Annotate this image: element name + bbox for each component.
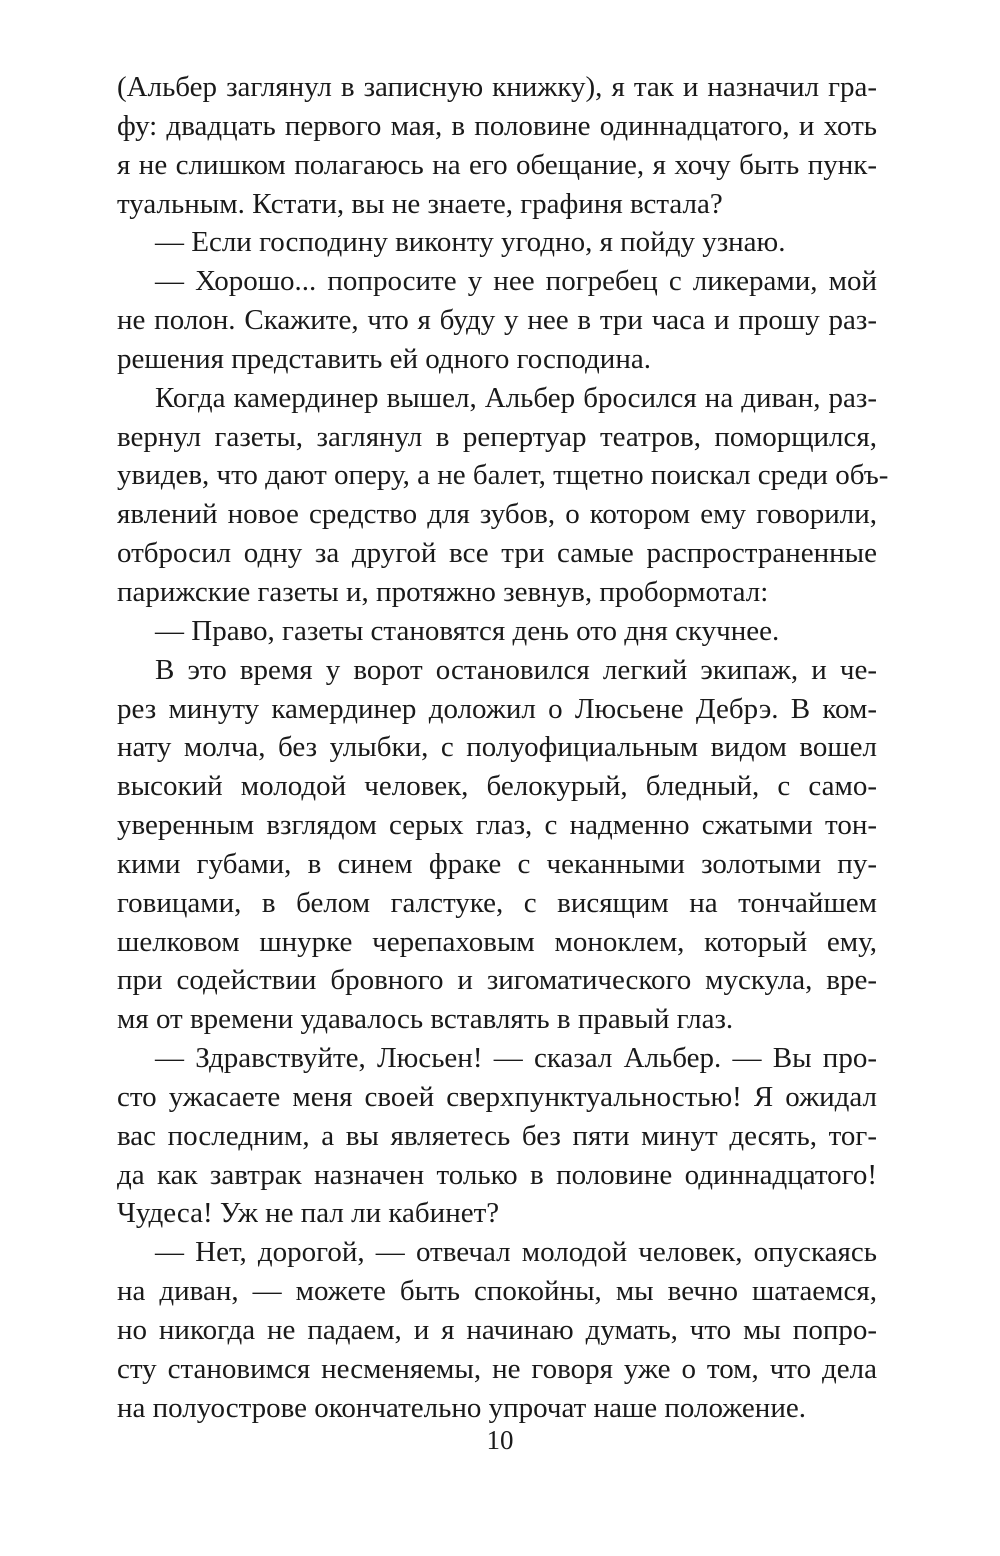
text-line: да как завтрак назначен только в половине одиннадцатого! — [117, 1158, 877, 1191]
text-line: при содействии бровного и зигоматического мускула, вре- — [117, 964, 877, 997]
text-line: высокий молодой человек, белокурый, бледный, с само- — [117, 770, 877, 803]
text-line: рез минуту камердинер доложил о Люсьене Дебрэ. В ком- — [117, 692, 877, 725]
text-line: говицами, в белом галстуке, с висящим на тончайшем — [117, 886, 877, 919]
text-line: парижские газеты и, протяжно зевнув, пробормотал: — [117, 575, 769, 608]
text-line: Чудеса! Уж не пал ли кабинет? — [117, 1197, 500, 1230]
text-line: вернул газеты, заглянул в репертуар театров, поморщился, — [117, 420, 877, 453]
text-line: сто ужасаете меня своей сверхпунктуальностью! Я ожидал — [117, 1080, 877, 1113]
text-line: В это время у ворот остановился легкий экипаж, и че- — [155, 653, 877, 686]
text-line: нату молча, без улыбки, с полуофициальным видом вошел — [117, 731, 877, 764]
text-line: я не слишком полагаюсь на его обещание, я хочу быть пунк- — [117, 148, 877, 181]
text-line: сту становимся несменяемы, не говоря уже о том, что дела — [117, 1352, 877, 1385]
text-line: мя от времени удавалось вставлять в правый глаз. — [117, 1003, 734, 1036]
text-line: Когда камердинер вышел, Альбер бросился на диван, раз- — [155, 381, 877, 414]
text-line: но никогда не падаем, и я начинаю думать, что мы попро- — [117, 1314, 877, 1346]
text-line: — Хорошо... попросите у нее погребец с ликерами, мой — [155, 265, 877, 298]
text-line: кими губами, в синем фраке с чеканными золотыми пу- — [117, 847, 877, 880]
text-line: решения представить ей одного господина. — [117, 342, 651, 375]
text-line: на диван, — можете быть спокойны, мы вечно шатаемся, — [117, 1275, 877, 1308]
text-line: — Здравствуйте, Люсьен! — сказал Альбер. — Вы про- — [155, 1042, 877, 1075]
text-line: на полуострове окончательно упрочат наше положение. — [117, 1391, 806, 1424]
text-line: — Нет, дорогой, — отвечал молодой человек, опускаясь — [155, 1236, 877, 1269]
text-line: туальным. Кстати, вы не знаете, графиня встала? — [117, 187, 723, 220]
text-line: шелковом шнурке черепаховым моноклем, который ему, — [117, 925, 877, 958]
page-text — [117, 68, 889, 1428]
text-line: явлений новое средство для зубов, о котором ему говорили, — [117, 498, 877, 531]
text-line: уверенным взглядом серых глаз, с надменно сжатыми тон- — [117, 809, 877, 842]
text-line: увидев, что дают оперу, а не балет, тщетно поискал среди объ- — [117, 459, 889, 492]
text-line: — Если господину виконту угодно, я пойду узнаю. — [155, 226, 786, 259]
text-line: (Альбер заглянул в записную книжку), я так и назначил гра- — [117, 71, 877, 103]
page-number: 10 — [486, 1425, 514, 1455]
text-line: — Право, газеты становятся день ото дня скучнее. — [155, 614, 780, 647]
text-line: фу: двадцать первого мая, в половине одиннадцатого, и хоть — [117, 109, 877, 142]
text-line: не полон. Скажите, что я буду у нее в три часа и прошу раз- — [117, 304, 877, 337]
text-line: отбросил одну за другой все три самые распространенные — [117, 537, 877, 570]
text-line: вас последним, а вы являетесь без пяти минут десять, тог- — [117, 1119, 877, 1152]
